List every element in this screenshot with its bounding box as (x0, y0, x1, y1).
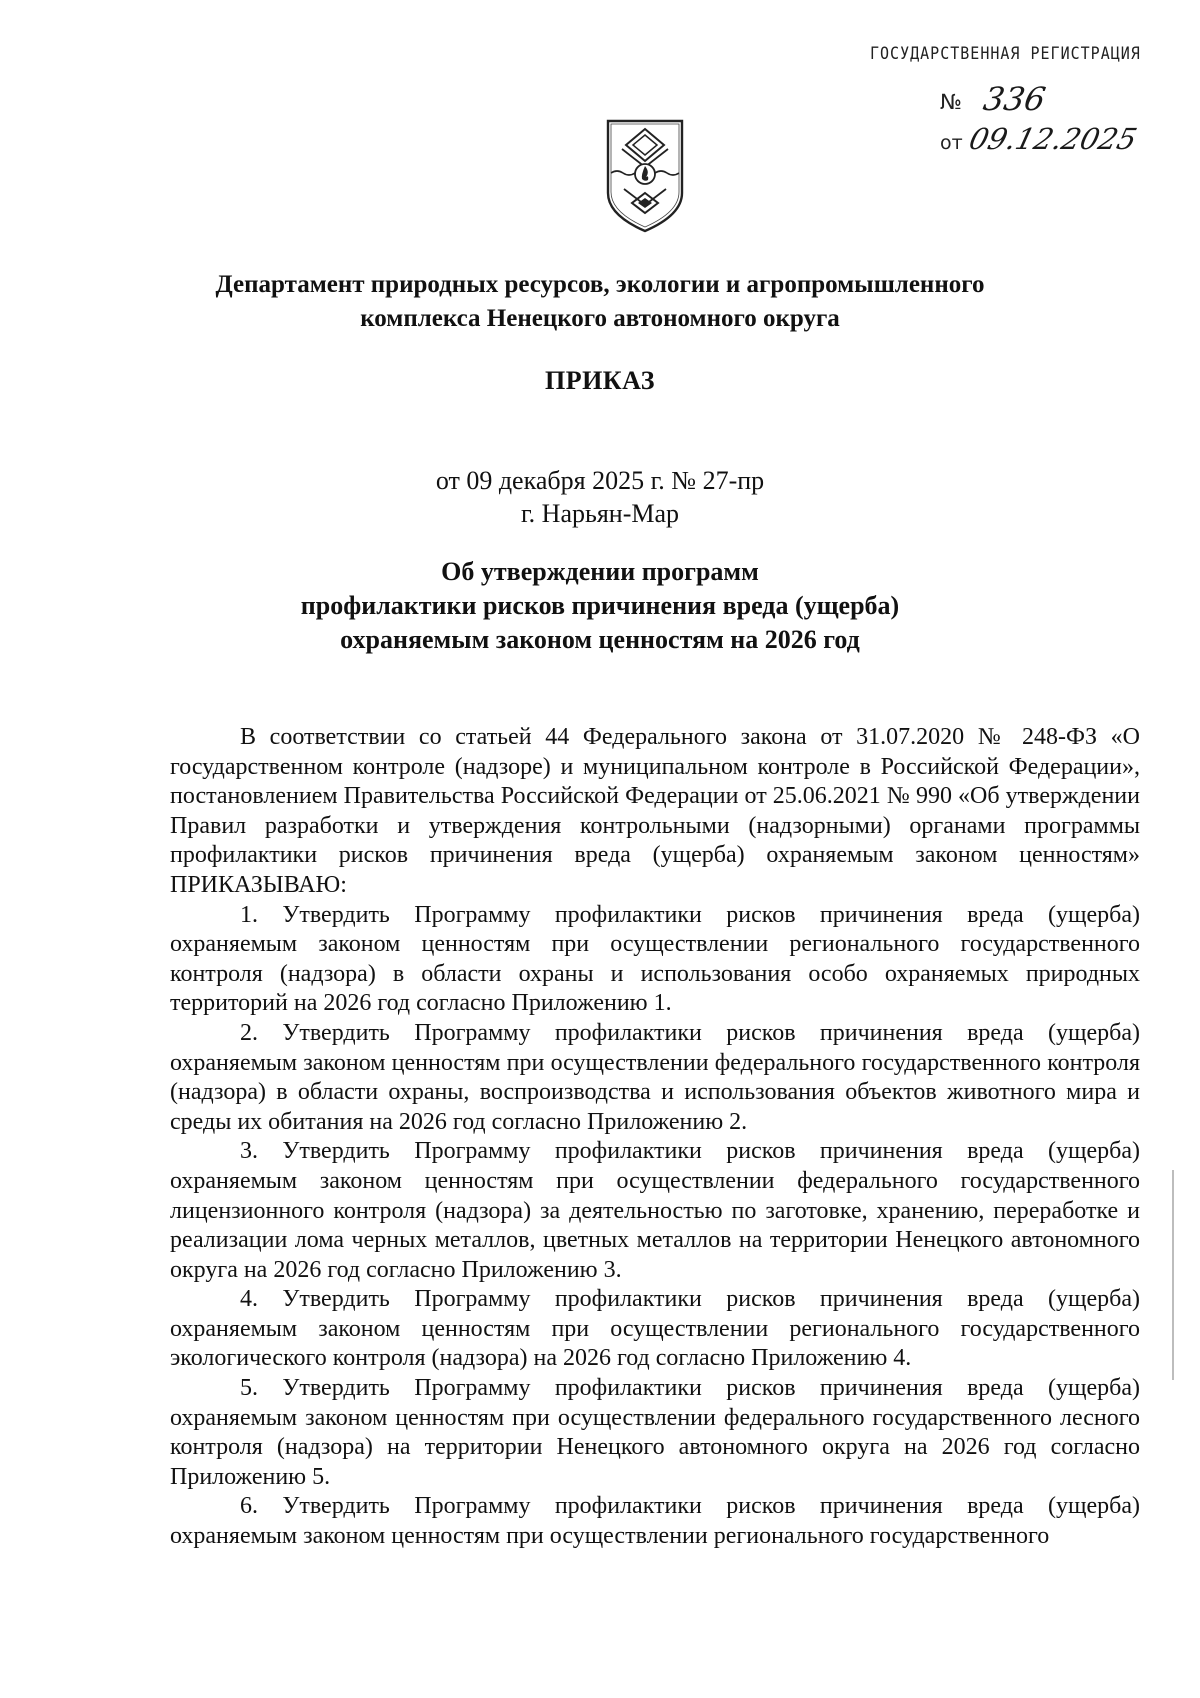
body-item: 5. Утвердить Программу профилактики рисков причинения вреда (ущерба) охраняемым законом ценностям при осуществлении федерального государственного лесного контроля (надзора) на территории Ненецкого автономного округа на 2026 год согласно Приложению 5. (170, 1375, 1140, 1490)
registration-stamp (860, 36, 1180, 166)
body-item: 2. Утвердить Программу профилактики рисков причинения вреда (ущерба) охраняемым законом ценностям при осуществлении федерального государственного контроля (надзора) в области охраны, воспроизводства и использования объектов животного мира и среды их обитания на 2026 год согласно Приложению 2. (170, 1019, 1140, 1135)
order-city: г. Нарьян-Мар (520, 499, 680, 528)
body-item: 1. Утвердить Программу профилактики рисков причинения вреда (ущерба) охраняемым законом ценностям при осуществлении регионального государственного контроля (надзора) в области охраны и использования особо охраняемых природных территорий на 2026 год согласно Приложению 1. (170, 901, 1140, 1017)
order-subject (100, 555, 1100, 657)
body-item: 6. Утвердить Программу профилактики рисков причинения вреда (ущерба) охраняемым законом ценностям при осуществлении регионального государственного (170, 1493, 1140, 1550)
body-item: 4. Утвердить Программу профилактики рисков причинения вреда (ущерба) охраняемым законом ценностям при осуществлении регионального государственного экологического контроля (надзора) на 2026 год согласно Приложению 4. (170, 1286, 1140, 1372)
document-type-title: ПРИКАЗ (544, 366, 656, 395)
coat-of-arms-icon (600, 115, 690, 235)
stamp-number-label: № (940, 90, 962, 114)
order-date-number: от 09 декабря 2025 г. № 27-пр (435, 466, 765, 495)
order-body (170, 723, 1140, 1552)
body-preamble: В соответствии со статьей 44 Федерального закона от 31.07.2020 № 248-ФЗ «О государственном контроле (надзоре) и муниципальном контроле в Российской Федерации», постановлением Правительства Российской Федерации от 25.06.2021 № 990 «Об утверждении Правил разработки и утверждения контрольными (надзорными) органами программы профилактики рисков причинения вреда (ущерба) охраняемым законом ценностям» ПРИКАЗЫВАЮ: (170, 724, 1140, 898)
subject-line-1: Об утверждении программ (441, 557, 759, 586)
subject-line-2: профилактики рисков причинения вреда (ущерба) (300, 591, 900, 620)
scan-artifact-line (1172, 1170, 1174, 1380)
department-title-line-2: комплекса Ненецкого автономного округа (360, 305, 840, 332)
body-item: 3. Утвердить Программу профилактики рисков причинения вреда (ущерба) охраняемым законом ценностям при осуществлении федерального государственного лицензионного контроля (надзора) за деятельностью по заготовке, хранению, переработке и реализации лома черных металлов, цветных металлов на территории Ненецкого автономного округа на 2026 год согласно Приложению 3. (170, 1138, 1140, 1283)
stamp-title: ГОСУДАРСТВЕННАЯ РЕГИСТРАЦИЯ (870, 42, 1141, 64)
stamp-number: 336 (980, 80, 1049, 118)
stamp-date-label: от (940, 132, 963, 154)
department-title (100, 268, 1100, 336)
department-title-line-1: Департамент природных ресурсов, экологии и агропромышленного (215, 271, 985, 298)
order-meta (200, 464, 1000, 530)
subject-line-3: охраняемым законом ценностям на 2026 год (340, 625, 860, 654)
stamp-date: 09.12.2025 (965, 122, 1141, 156)
